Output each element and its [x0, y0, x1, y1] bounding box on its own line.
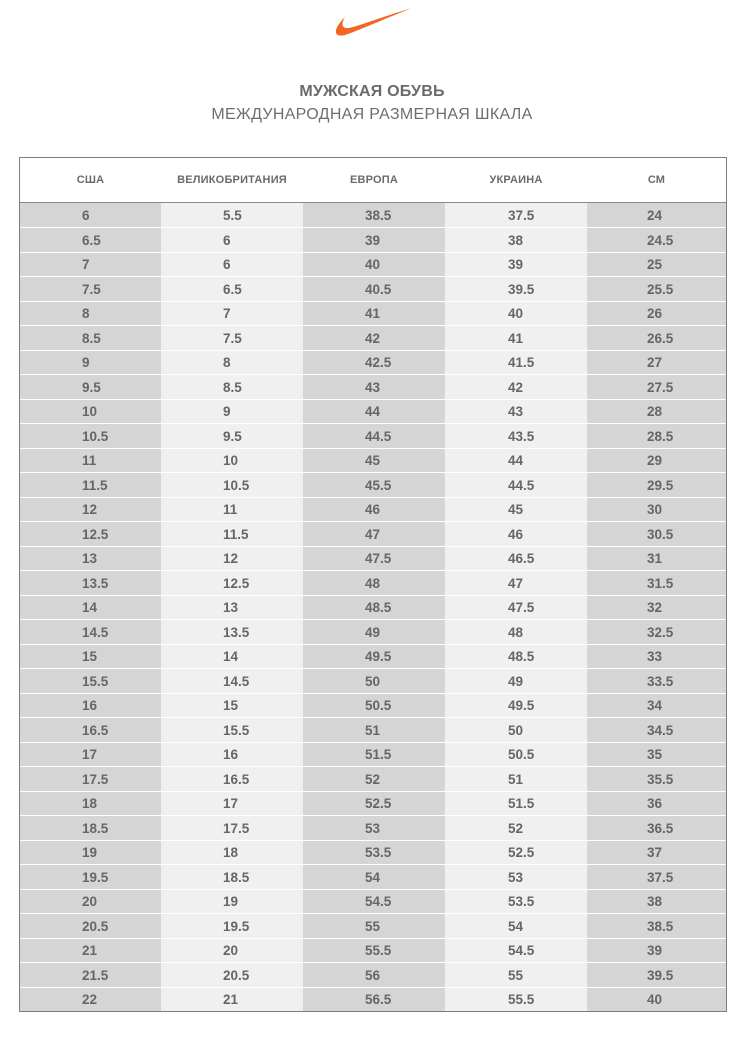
cell-usa: 7: [82, 257, 90, 272]
cell-uk: 18.5: [223, 869, 250, 885]
table-row: [20, 987, 726, 1012]
cell-europe: 53: [365, 820, 381, 836]
cell-usa: 15: [82, 649, 98, 664]
cell-uk: 20: [223, 943, 239, 958]
cell-usa: 7.5: [82, 281, 101, 297]
cell-cm: 30.5: [647, 526, 674, 542]
table-row: [20, 816, 726, 841]
table-row: [20, 326, 726, 351]
cell-cm: 29.5: [647, 477, 674, 493]
cell-uk: 7.5: [223, 330, 242, 346]
cell-ukraine: 51: [508, 771, 524, 787]
cell-ukraine: 45: [508, 502, 524, 517]
cell-uk: 16: [223, 747, 239, 762]
cell-uk: 13.5: [223, 624, 250, 640]
cell-usa: 22: [82, 992, 98, 1007]
table-row: [20, 399, 726, 424]
cell-usa: 20: [82, 894, 98, 909]
cell-ukraine: 41.5: [508, 355, 535, 370]
cell-usa: 19: [82, 845, 98, 860]
cell-usa: 11.5: [82, 477, 108, 493]
table-row: [20, 424, 726, 449]
table-row: [20, 669, 726, 694]
cell-europe: 55: [365, 918, 381, 934]
cell-cm: 33.5: [647, 673, 674, 689]
cell-cm: 37: [647, 845, 663, 860]
cell-ukraine: 54.5: [508, 943, 535, 958]
cell-usa: 13.5: [82, 575, 109, 591]
cell-usa: 20.5: [82, 918, 109, 934]
table-row: [20, 203, 726, 228]
cell-cm: 38.5: [647, 918, 674, 934]
cell-usa: 21.5: [82, 967, 109, 983]
table-row: [20, 693, 726, 718]
cell-usa: 8: [82, 306, 90, 321]
cell-europe: 45: [365, 453, 381, 468]
cell-cm: 35.5: [647, 771, 674, 787]
table-row: [20, 301, 726, 326]
cell-uk: 13: [223, 600, 239, 615]
cell-usa: 12.5: [82, 526, 109, 542]
cell-ukraine: 42: [508, 379, 524, 395]
cell-usa: 11: [82, 453, 97, 468]
cell-ukraine: 40: [508, 306, 524, 321]
cell-europe: 39: [365, 232, 381, 248]
table-row: [20, 522, 726, 547]
cell-ukraine: 43.5: [508, 428, 535, 444]
cell-europe: 51.5: [365, 747, 392, 762]
cell-uk: 5.5: [223, 208, 242, 223]
cell-europe: 55.5: [365, 943, 392, 958]
cell-cm: 33: [647, 649, 663, 664]
cell-uk: 10: [223, 453, 239, 468]
cell-cm: 27.5: [647, 379, 674, 395]
page-subtitle: МЕЖДУНАРОДНАЯ РАЗМЕРНАЯ ШКАЛА: [211, 106, 533, 123]
swoosh-logo-icon: [334, 6, 414, 40]
cell-ukraine: 55.5: [508, 992, 535, 1007]
cell-ukraine: 52.5: [508, 845, 535, 860]
cell-usa: 21: [82, 943, 98, 958]
cell-europe: 42.5: [365, 355, 392, 370]
cell-usa: 10: [82, 404, 98, 419]
cell-uk: 10.5: [223, 477, 250, 493]
cell-uk: 11.5: [223, 526, 249, 542]
cell-cm: 37.5: [647, 869, 674, 885]
table-row: [20, 938, 726, 963]
cell-ukraine: 39.5: [508, 281, 535, 297]
cell-uk: 19: [223, 894, 239, 909]
cell-uk: 14.5: [223, 673, 250, 689]
cell-usa: 16: [82, 698, 98, 713]
cell-usa: 14.5: [82, 624, 109, 640]
cell-ukraine: 53.5: [508, 894, 535, 909]
cell-ukraine: 47.5: [508, 600, 535, 615]
table-row: [20, 840, 726, 865]
cell-uk: 7: [223, 306, 231, 321]
table-row: [20, 448, 726, 473]
cell-uk: 8.5: [223, 379, 242, 395]
cell-cm: 26.5: [647, 330, 674, 346]
cell-cm: 29: [647, 453, 663, 468]
cell-usa: 13: [82, 551, 98, 566]
cell-europe: 50.5: [365, 698, 392, 713]
cell-usa: 6: [82, 208, 90, 223]
table-row: [20, 571, 726, 596]
table-row: [20, 644, 726, 669]
cell-uk: 17: [223, 796, 239, 811]
column-header-europe: ЕВРОПА: [349, 174, 399, 186]
cell-usa: 9: [82, 355, 90, 370]
table-row: [20, 375, 726, 400]
table-row: [20, 889, 726, 914]
cell-europe: 52.5: [365, 796, 392, 811]
cell-ukraine: 44.5: [508, 477, 535, 493]
cell-europe: 52: [365, 771, 381, 787]
table-row: [20, 742, 726, 767]
cell-europe: 41: [365, 306, 381, 321]
cell-usa: 16.5: [82, 722, 109, 738]
cell-ukraine: 46.5: [508, 551, 535, 566]
cell-uk: 21: [223, 992, 239, 1007]
cell-uk: 15: [223, 698, 239, 713]
cell-cm: 39.5: [647, 967, 674, 983]
cell-cm: 36: [647, 796, 663, 811]
cell-ukraine: 50.5: [508, 747, 535, 762]
cell-usa: 17: [82, 747, 98, 762]
cell-ukraine: 48.5: [508, 649, 535, 664]
table-row: [20, 963, 726, 988]
cell-cm: 40: [647, 992, 663, 1007]
table-row: [20, 914, 726, 939]
table-row: [20, 546, 726, 571]
cell-uk: 12.5: [223, 575, 250, 591]
cell-usa: 17.5: [82, 771, 109, 787]
cell-europe: 49.5: [365, 649, 392, 664]
cell-uk: 16.5: [223, 771, 250, 787]
cell-ukraine: 51.5: [508, 796, 535, 811]
cell-europe: 44.5: [365, 428, 392, 444]
cell-cm: 32: [647, 600, 663, 615]
cell-usa: 19.5: [82, 869, 109, 885]
table-row: [20, 595, 726, 620]
column-header-usa: США: [76, 174, 105, 186]
cell-usa: 15.5: [82, 673, 109, 689]
cell-europe: 42: [365, 330, 381, 346]
cell-cm: 39: [647, 943, 663, 958]
cell-ukraine: 53: [508, 869, 524, 885]
cell-europe: 40: [365, 257, 381, 272]
cell-europe: 54: [365, 869, 381, 885]
size-chart-table: [19, 157, 727, 1012]
cell-cm: 34.5: [647, 722, 674, 738]
column-header-uk: ВЕЛИКОБРИТАНИЯ: [177, 174, 287, 186]
cell-cm: 24: [647, 208, 663, 223]
cell-uk: 9.5: [223, 428, 242, 444]
cell-europe: 44: [365, 404, 381, 419]
cell-usa: 14: [82, 600, 98, 615]
cell-europe: 53.5: [365, 845, 392, 860]
table-row: [20, 718, 726, 743]
page-title: МУЖСКАЯ ОБУВЬ: [299, 83, 445, 100]
table-header: [20, 158, 726, 203]
cell-europe: 38.5: [365, 208, 392, 223]
cell-ukraine: 37.5: [508, 208, 535, 223]
cell-usa: 6.5: [82, 232, 101, 248]
table-row: [20, 497, 726, 522]
cell-cm: 34: [647, 698, 663, 713]
cell-cm: 35: [647, 747, 663, 762]
cell-ukraine: 46: [508, 526, 524, 542]
cell-europe: 50: [365, 673, 381, 689]
cell-uk: 17.5: [223, 820, 250, 836]
cell-usa: 12: [82, 502, 98, 517]
cell-uk: 15.5: [223, 722, 250, 738]
cell-ukraine: 44: [508, 453, 524, 468]
cell-usa: 18: [82, 796, 98, 811]
cell-uk: 6: [223, 232, 231, 248]
cell-europe: 48.5: [365, 600, 392, 615]
table-row: [20, 791, 726, 816]
cell-cm: 28: [647, 404, 663, 419]
cell-ukraine: 55: [508, 967, 524, 983]
cell-europe: 54.5: [365, 894, 392, 909]
cell-ukraine: 47: [508, 575, 524, 591]
table-body: [20, 203, 726, 1011]
cell-ukraine: 54: [508, 918, 524, 934]
cell-cm: 27: [647, 355, 663, 370]
cell-uk: 11: [223, 502, 238, 517]
table-row: [20, 473, 726, 498]
cell-europe: 47.5: [365, 551, 392, 566]
cell-ukraine: 50: [508, 722, 524, 738]
cell-uk: 12: [223, 551, 239, 566]
cell-uk: 6.5: [223, 281, 242, 297]
cell-uk: 8: [223, 355, 231, 370]
cell-europe: 43: [365, 379, 381, 395]
cell-usa: 10.5: [82, 428, 109, 444]
table-row: [20, 252, 726, 277]
cell-ukraine: 52: [508, 820, 524, 836]
cell-ukraine: 49: [508, 673, 524, 689]
table-row: [20, 228, 726, 253]
cell-europe: 48: [365, 575, 381, 591]
cell-cm: 24.5: [647, 232, 674, 248]
cell-europe: 51: [365, 722, 381, 738]
table-row: [20, 865, 726, 890]
table-row: [20, 277, 726, 302]
cell-usa: 9.5: [82, 379, 101, 395]
cell-uk: 19.5: [223, 918, 250, 934]
cell-cm: 31.5: [647, 575, 674, 591]
cell-cm: 26: [647, 306, 663, 321]
table-row: [20, 350, 726, 375]
cell-ukraine: 48: [508, 624, 524, 640]
cell-uk: 20.5: [223, 967, 250, 983]
cell-cm: 31: [647, 551, 663, 566]
cell-usa: 8.5: [82, 330, 101, 346]
cell-uk: 6: [223, 257, 231, 272]
table-row: [20, 767, 726, 792]
cell-europe: 49: [365, 624, 381, 640]
cell-ukraine: 49.5: [508, 698, 535, 713]
cell-ukraine: 43: [508, 404, 524, 419]
cell-europe: 56.5: [365, 992, 392, 1007]
cell-cm: 25.5: [647, 281, 674, 297]
cell-europe: 40.5: [365, 281, 392, 297]
cell-uk: 14: [223, 649, 239, 664]
cell-cm: 28.5: [647, 428, 674, 444]
cell-cm: 38: [647, 894, 663, 909]
cell-ukraine: 39: [508, 257, 524, 272]
cell-europe: 45.5: [365, 477, 392, 493]
cell-usa: 18.5: [82, 820, 109, 836]
cell-cm: 36.5: [647, 820, 674, 836]
cell-cm: 30: [647, 502, 663, 517]
column-header-ukraine: УКРАИНА: [489, 174, 543, 186]
cell-uk: 18: [223, 845, 239, 860]
cell-europe: 47: [365, 526, 381, 542]
cell-europe: 46: [365, 502, 381, 517]
column-header-cm: СМ: [647, 174, 666, 186]
cell-cm: 32.5: [647, 624, 674, 640]
cell-ukraine: 41: [508, 330, 524, 346]
cell-uk: 9: [223, 404, 231, 419]
cell-ukraine: 38: [508, 232, 524, 248]
cell-cm: 25: [647, 257, 663, 272]
table-row: [20, 620, 726, 645]
cell-europe: 56: [365, 967, 381, 983]
